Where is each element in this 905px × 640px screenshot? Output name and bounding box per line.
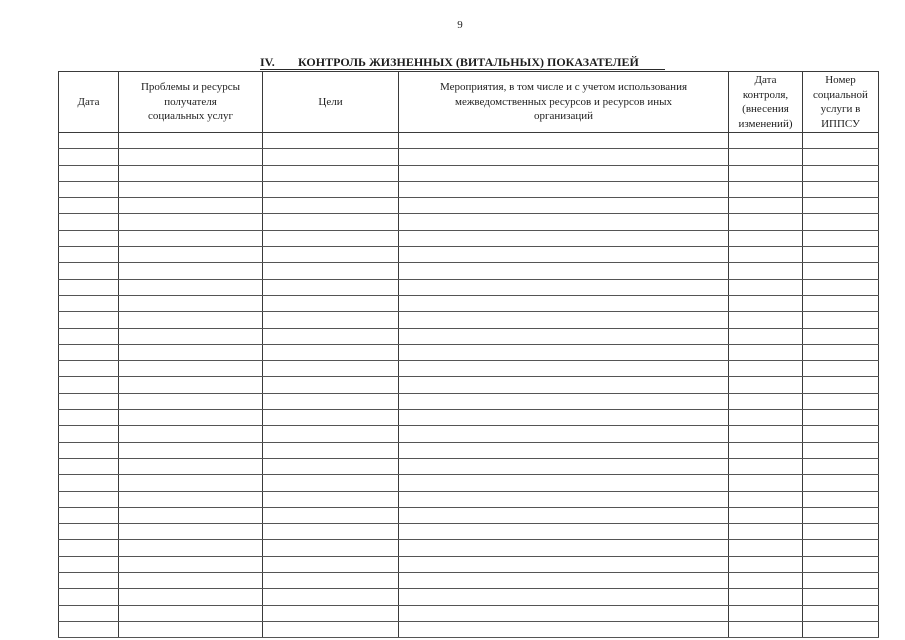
table-cell xyxy=(263,214,399,230)
table-cell xyxy=(399,540,729,556)
table-row xyxy=(59,605,879,621)
table-cell xyxy=(263,458,399,474)
table-cell xyxy=(729,312,803,328)
table-cell xyxy=(59,295,119,311)
column-header-line: Дата xyxy=(754,74,777,86)
table-row xyxy=(59,426,879,442)
table-cell xyxy=(729,393,803,409)
table-cell xyxy=(119,491,263,507)
column-header-line: услуги в xyxy=(820,103,861,115)
table-cell xyxy=(119,573,263,589)
table-cell xyxy=(59,556,119,572)
column-header-line: Номер xyxy=(825,74,856,86)
table-row xyxy=(59,263,879,279)
table-cell xyxy=(803,524,879,540)
section-title: КОНТРОЛЬ ЖИЗНЕННЫХ (ВИТАЛЬНЫХ) ПОКАЗАТЕЛЕЙ xyxy=(298,55,639,69)
table-cell xyxy=(59,605,119,621)
table-cell xyxy=(119,198,263,214)
table-cell xyxy=(59,589,119,605)
table-cell xyxy=(399,507,729,523)
table-row xyxy=(59,198,879,214)
table-cell xyxy=(263,491,399,507)
table-cell xyxy=(59,507,119,523)
table-cell xyxy=(263,133,399,149)
table-cell xyxy=(803,295,879,311)
table-cell xyxy=(803,312,879,328)
table-cell xyxy=(803,491,879,507)
table-cell xyxy=(263,377,399,393)
table-cell xyxy=(59,247,119,263)
table-cell xyxy=(803,344,879,360)
column-header-measures xyxy=(399,72,729,133)
table-cell xyxy=(729,361,803,377)
table-cell xyxy=(263,621,399,637)
column-header-service-number xyxy=(803,72,879,133)
table-cell xyxy=(399,621,729,637)
table-cell xyxy=(399,214,729,230)
table-cell xyxy=(803,198,879,214)
table-cell xyxy=(399,133,729,149)
table-cell xyxy=(399,393,729,409)
table-cell xyxy=(119,540,263,556)
table-cell xyxy=(119,295,263,311)
table-cell xyxy=(729,279,803,295)
table-cell xyxy=(803,361,879,377)
table-cell xyxy=(263,295,399,311)
table-row xyxy=(59,410,879,426)
table-cell xyxy=(803,279,879,295)
table-cell xyxy=(119,279,263,295)
column-header-line: (внесения xyxy=(742,103,789,115)
column-header-line: Дата xyxy=(77,95,100,108)
table-row xyxy=(59,491,879,507)
table-cell xyxy=(119,410,263,426)
table-cell xyxy=(263,165,399,181)
table-cell xyxy=(399,295,729,311)
table-cell xyxy=(263,556,399,572)
table-cell xyxy=(59,133,119,149)
table-cell xyxy=(59,344,119,360)
table-cell xyxy=(803,410,879,426)
table-cell xyxy=(59,361,119,377)
table-cell xyxy=(263,328,399,344)
table-cell xyxy=(729,344,803,360)
table-cell xyxy=(399,263,729,279)
table-row xyxy=(59,328,879,344)
table-cell xyxy=(803,475,879,491)
table-cell xyxy=(399,181,729,197)
table-cell xyxy=(729,263,803,279)
column-header-goals xyxy=(263,72,399,133)
table-cell xyxy=(803,214,879,230)
table-cell xyxy=(729,133,803,149)
table-cell xyxy=(263,524,399,540)
table-row xyxy=(59,524,879,540)
table-cell xyxy=(729,198,803,214)
table-cell xyxy=(119,426,263,442)
table-header-row xyxy=(59,72,879,133)
table-cell xyxy=(399,524,729,540)
table-cell xyxy=(119,589,263,605)
table-cell xyxy=(803,621,879,637)
table-cell xyxy=(729,181,803,197)
table-row xyxy=(59,621,879,637)
table-cell xyxy=(803,556,879,572)
table-row xyxy=(59,377,879,393)
table-row xyxy=(59,230,879,246)
table-cell xyxy=(399,279,729,295)
table-cell xyxy=(803,230,879,246)
table-row xyxy=(59,589,879,605)
column-header-line: Цели xyxy=(318,95,343,108)
table-cell xyxy=(59,393,119,409)
table-row xyxy=(59,214,879,230)
column-header-line: межведомственных ресурсов и ресурсов иных xyxy=(454,95,672,108)
table-cell xyxy=(263,181,399,197)
table-cell xyxy=(803,328,879,344)
table-row xyxy=(59,540,879,556)
table-cell xyxy=(803,377,879,393)
table-cell xyxy=(119,247,263,263)
table-cell xyxy=(399,573,729,589)
table-cell xyxy=(59,149,119,165)
table-cell xyxy=(119,230,263,246)
table-cell xyxy=(59,181,119,197)
table-cell xyxy=(119,475,263,491)
table-cell xyxy=(263,605,399,621)
table-cell xyxy=(59,475,119,491)
table-cell xyxy=(263,573,399,589)
table-cell xyxy=(729,621,803,637)
table-row xyxy=(59,507,879,523)
table-cell xyxy=(119,458,263,474)
table-cell xyxy=(119,181,263,197)
table-cell xyxy=(119,393,263,409)
table-cell xyxy=(399,149,729,165)
table-row xyxy=(59,149,879,165)
table-row xyxy=(59,247,879,263)
table-cell xyxy=(59,328,119,344)
table-cell xyxy=(119,556,263,572)
table-cell xyxy=(803,458,879,474)
table-cell xyxy=(263,540,399,556)
table-cell xyxy=(59,198,119,214)
table-cell xyxy=(59,621,119,637)
table-cell xyxy=(263,589,399,605)
table-cell xyxy=(263,475,399,491)
column-header-line: контроля, xyxy=(742,88,789,101)
table-cell xyxy=(729,328,803,344)
column-header-line: социальных услуг xyxy=(147,110,234,123)
table-row xyxy=(59,181,879,197)
table-row xyxy=(59,279,879,295)
table-cell xyxy=(729,295,803,311)
table-cell xyxy=(399,410,729,426)
table-cell xyxy=(399,344,729,360)
table-cell xyxy=(263,279,399,295)
table-cell xyxy=(119,621,263,637)
table-cell xyxy=(263,410,399,426)
column-header-line: Проблемы и ресурсы xyxy=(140,81,241,94)
table-row xyxy=(59,165,879,181)
column-header-line: организаций xyxy=(533,110,594,123)
table-cell xyxy=(399,458,729,474)
table-cell xyxy=(399,328,729,344)
table-cell xyxy=(399,605,729,621)
page-number: 9 xyxy=(457,19,463,31)
table-cell xyxy=(399,247,729,263)
table-cell xyxy=(59,230,119,246)
column-header-line: Мероприятия, в том числе и с учетом использования xyxy=(439,81,688,94)
table-cell xyxy=(263,198,399,214)
table-cell xyxy=(399,361,729,377)
table-row xyxy=(59,133,879,149)
column-header-date xyxy=(59,72,119,133)
table-cell xyxy=(803,149,879,165)
table-cell xyxy=(59,214,119,230)
table-row xyxy=(59,344,879,360)
table-cell xyxy=(729,540,803,556)
table-cell xyxy=(119,344,263,360)
table-cell xyxy=(119,263,263,279)
table-cell xyxy=(263,263,399,279)
table-cell xyxy=(803,426,879,442)
table-row xyxy=(59,556,879,572)
table-cell xyxy=(59,458,119,474)
table-cell xyxy=(399,442,729,458)
table-cell xyxy=(263,247,399,263)
section-number: IV. xyxy=(260,55,275,69)
table-cell xyxy=(119,605,263,621)
table-cell xyxy=(59,426,119,442)
table-cell xyxy=(803,573,879,589)
table-cell xyxy=(59,442,119,458)
table-cell xyxy=(263,230,399,246)
column-header-problems-resources xyxy=(119,72,263,133)
table-cell xyxy=(399,589,729,605)
column-header-line: ИППСУ xyxy=(821,117,860,130)
table-row xyxy=(59,295,879,311)
column-header-line: изменений) xyxy=(738,117,793,130)
table-cell xyxy=(803,263,879,279)
table-cell xyxy=(119,361,263,377)
table-cell xyxy=(263,426,399,442)
table-cell xyxy=(399,312,729,328)
table-cell xyxy=(119,149,263,165)
table-row xyxy=(59,361,879,377)
table-cell xyxy=(59,540,119,556)
table-row xyxy=(59,475,879,491)
table-cell xyxy=(729,377,803,393)
table-cell xyxy=(729,149,803,165)
table-cell xyxy=(729,507,803,523)
table-cell xyxy=(399,198,729,214)
table-cell xyxy=(263,442,399,458)
table-cell xyxy=(803,589,879,605)
table-cell xyxy=(263,507,399,523)
table-cell xyxy=(803,133,879,149)
table-row xyxy=(59,312,879,328)
table-cell xyxy=(729,556,803,572)
table-cell xyxy=(729,573,803,589)
table-cell xyxy=(803,605,879,621)
table-row xyxy=(59,458,879,474)
table-cell xyxy=(729,475,803,491)
table-cell xyxy=(729,165,803,181)
table-cell xyxy=(119,133,263,149)
table-cell xyxy=(729,524,803,540)
table-cell xyxy=(803,442,879,458)
table-cell xyxy=(119,524,263,540)
table-cell xyxy=(803,393,879,409)
table-row xyxy=(59,573,879,589)
table-cell xyxy=(119,328,263,344)
table-cell xyxy=(263,149,399,165)
table-cell xyxy=(729,410,803,426)
table-cell xyxy=(729,230,803,246)
table-cell xyxy=(59,165,119,181)
table-cell xyxy=(729,214,803,230)
table-cell xyxy=(59,377,119,393)
table-cell xyxy=(119,214,263,230)
table-cell xyxy=(263,312,399,328)
table-cell xyxy=(263,393,399,409)
table-cell xyxy=(729,589,803,605)
table-cell xyxy=(119,377,263,393)
table-cell xyxy=(59,312,119,328)
table-cell xyxy=(803,540,879,556)
column-header-control-date xyxy=(729,72,803,133)
table-cell xyxy=(399,475,729,491)
table-cell xyxy=(59,491,119,507)
vital-signs-table xyxy=(58,71,879,638)
table-cell xyxy=(803,507,879,523)
table-body xyxy=(59,133,879,638)
table-cell xyxy=(59,279,119,295)
table-cell xyxy=(729,247,803,263)
table-cell xyxy=(59,410,119,426)
table-cell xyxy=(119,442,263,458)
table-cell xyxy=(59,263,119,279)
table-row xyxy=(59,442,879,458)
table-cell xyxy=(59,573,119,589)
table-cell xyxy=(59,524,119,540)
table-cell xyxy=(729,442,803,458)
column-header-line: получателя xyxy=(164,95,217,108)
table-cell xyxy=(399,165,729,181)
table-cell xyxy=(263,361,399,377)
table-cell xyxy=(729,426,803,442)
table-cell xyxy=(729,491,803,507)
table-cell xyxy=(729,458,803,474)
table-cell xyxy=(263,344,399,360)
table-cell xyxy=(803,247,879,263)
section-heading xyxy=(260,56,665,70)
table-row xyxy=(59,393,879,409)
table-cell xyxy=(803,165,879,181)
table-cell xyxy=(399,377,729,393)
table-cell xyxy=(399,491,729,507)
table-cell xyxy=(399,556,729,572)
table-cell xyxy=(119,507,263,523)
table-cell xyxy=(119,165,263,181)
table-cell xyxy=(399,426,729,442)
table-cell xyxy=(399,230,729,246)
table-cell xyxy=(119,312,263,328)
table-cell xyxy=(803,181,879,197)
column-header-line: социальной xyxy=(813,88,868,101)
table-cell xyxy=(729,605,803,621)
